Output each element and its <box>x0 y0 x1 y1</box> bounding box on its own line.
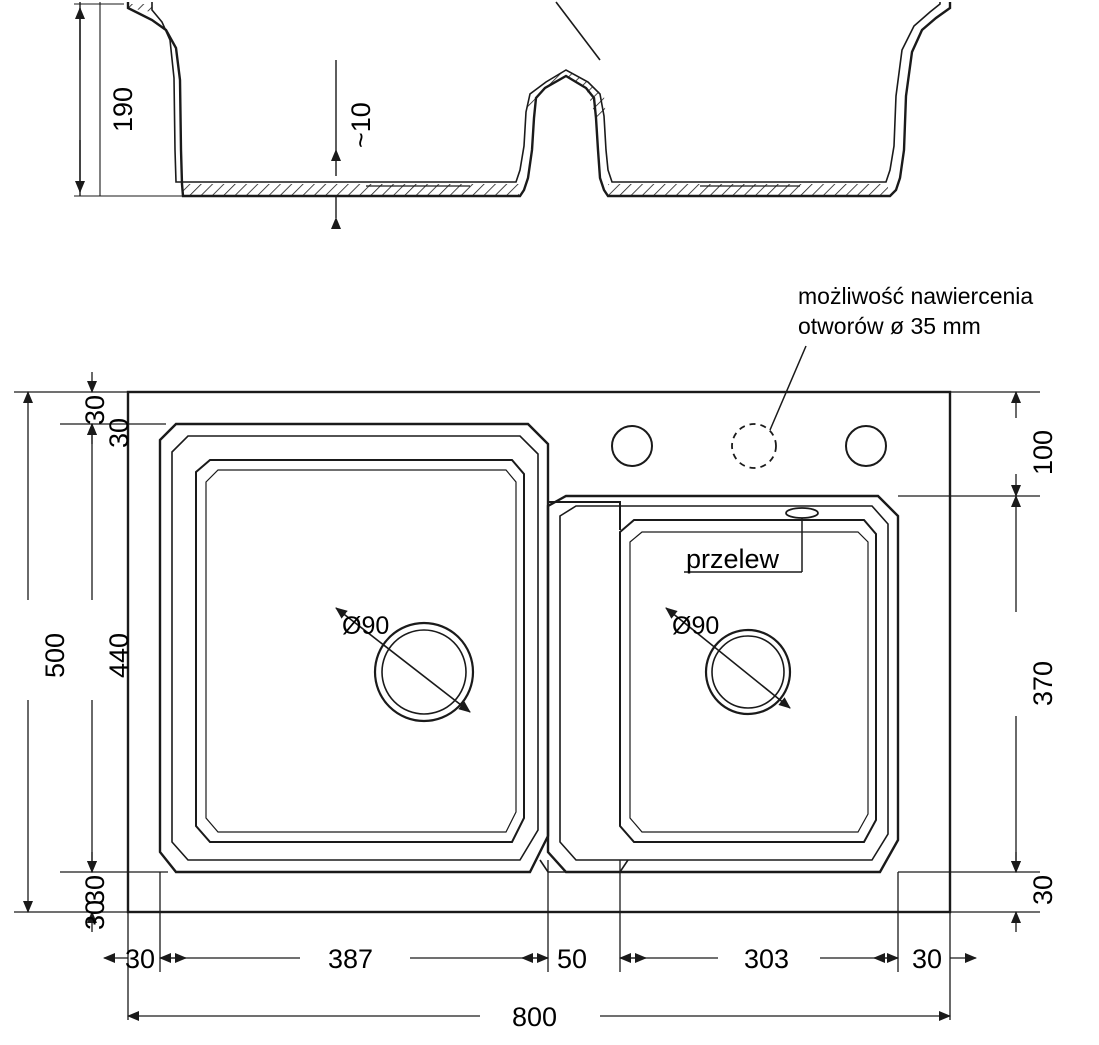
dim-label-190: 190 <box>108 86 138 132</box>
dim-label-thickness: ~10 <box>346 102 376 148</box>
dim-label-800: 800 <box>512 1002 558 1032</box>
dim-label-bottom-30: 30 <box>80 874 110 905</box>
dim-label-303: 303 <box>744 944 790 974</box>
drain-left-label: Ø90 <box>342 612 390 640</box>
dim-label-right-30: 30 <box>1028 874 1058 905</box>
overflow-label: przelew <box>686 544 780 574</box>
dim-label-top-30-b: 30 <box>104 417 134 448</box>
tap-hole-note-line1: możliwość nawiercenia <box>798 283 1034 309</box>
tap-hole-note-line2: otworów ø 35 mm <box>798 313 981 339</box>
dim-label-387: 387 <box>328 944 374 974</box>
dim-label-bottom-30-b: 30 <box>80 899 110 930</box>
dim-label-50: 50 <box>557 944 588 974</box>
dim-label-right-margin-30: 30 <box>912 944 943 974</box>
section-view-group <box>128 2 950 196</box>
plan-view-group <box>128 346 950 912</box>
dim-label-370: 370 <box>1028 660 1058 706</box>
dim-label-500: 500 <box>40 632 70 678</box>
dim-label-left-30: 30 <box>125 944 156 974</box>
dim-label-top-30: 30 <box>80 394 110 425</box>
dim-label-100: 100 <box>1028 429 1058 475</box>
dim-label-440: 440 <box>104 632 134 678</box>
drain-right-label: Ø90 <box>672 612 720 640</box>
